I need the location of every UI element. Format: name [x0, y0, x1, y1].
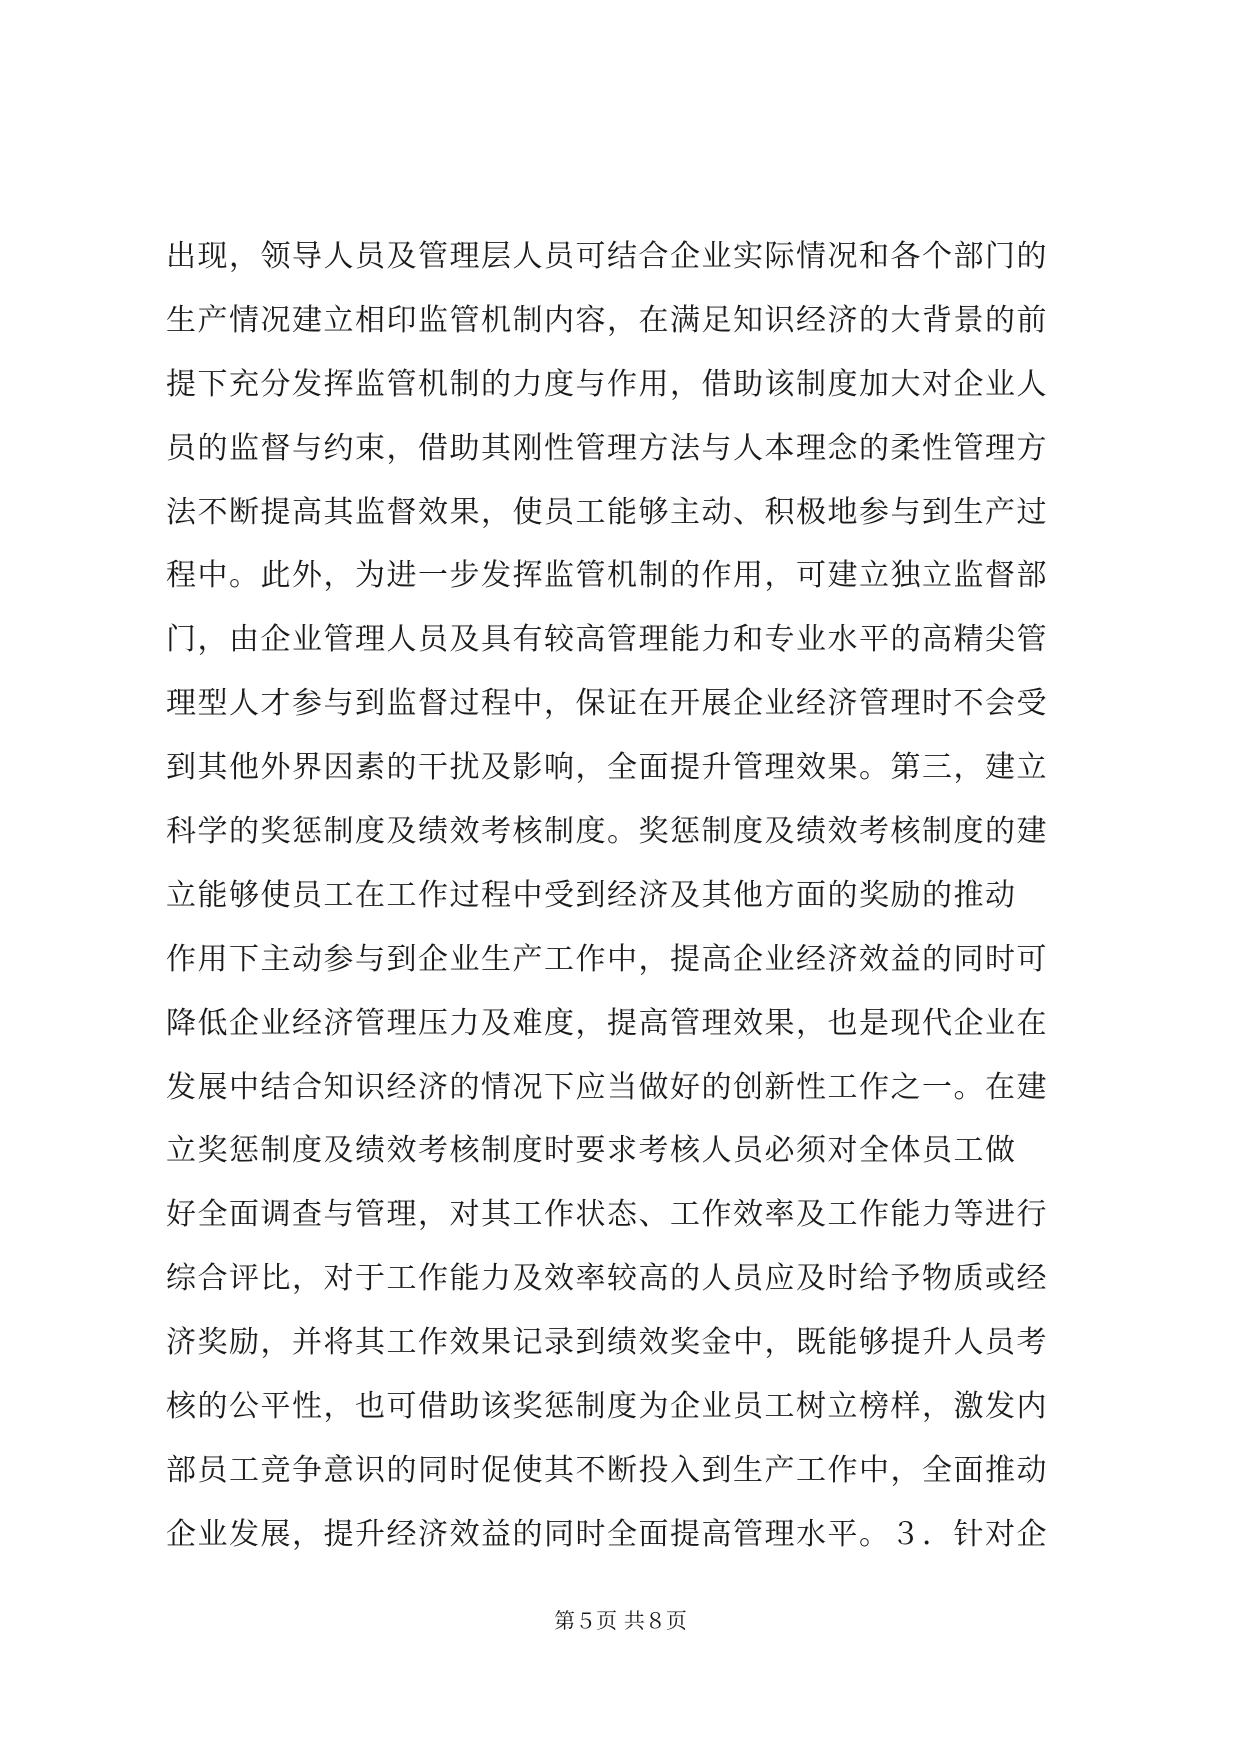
text-line: 科学的奖惩制度及绩效考核制度。奖惩制度及绩效考核制度的建	[166, 814, 1048, 850]
text-line: 立能够使员工在工作过程中受到经济及其他方面的奖励的推动	[166, 877, 1017, 913]
text-line: 部员工竞争意识的同时促使其不断投入到生产工作中，全面推动	[166, 1452, 1048, 1488]
text-line: 济奖励，并将其工作效果记录到绩效奖金中，既能够提升人员考	[166, 1325, 1048, 1361]
body-paragraph	[166, 225, 1076, 1567]
text-line: 降低企业经济管理压力及难度，提高管理效果，也是现代企业在	[166, 1005, 1048, 1041]
text-line: 作用下主动参与到企业生产工作中，提高企业经济效益的同时可	[166, 941, 1048, 977]
text-line: 理型人才参与到监督过程中，保证在开展企业经济管理时不会受	[166, 686, 1048, 722]
text-line: 法不断提高其监督效果，使员工能够主动、积极地参与到生产过	[166, 494, 1048, 530]
text-line: 核的公平性，也可借助该奖惩制度为企业员工树立榜样，激发内	[166, 1389, 1048, 1425]
text-line: 提下充分发挥监管机制的力度与作用，借助该制度加大对企业人	[166, 366, 1048, 402]
page-footer	[0, 1605, 1241, 1635]
text-line: 生产情况建立相印监管机制内容，在满足知识经济的大背景的前	[166, 302, 1048, 338]
text-line: 好全面调查与管理，对其工作状态、工作效率及工作能力等进行	[166, 1197, 1048, 1233]
text-line: 发展中结合知识经济的情况下应当做好的创新性工作之一。在建	[166, 1069, 1048, 1105]
text-line: 程中。此外，为进一步发挥监管机制的作用，可建立独立监督部	[166, 558, 1048, 594]
text-line: 综合评比，对于工作能力及效率较高的人员应及时给予物质或经	[166, 1261, 1048, 1297]
text-line: 立奖惩制度及绩效考核制度时要求考核人员必须对全体员工做	[166, 1133, 1017, 1169]
text-line: 出现，领导人员及管理层人员可结合企业实际情况和各个部门的	[166, 239, 1048, 274]
text-line: 门，由企业管理人员及具有较高管理能力和专业水平的高精尖管	[166, 622, 1048, 658]
text-line: 企业发展，提升经济效益的同时全面提高管理水平。３．针对企	[166, 1516, 1048, 1552]
text-line: 到其他外界因素的干扰及影响，全面提升管理效果。第三，建立	[166, 750, 1048, 786]
text-line: 员的监督与约束，借助其刚性管理方法与人本理念的柔性管理方	[166, 430, 1048, 466]
page-number: 第５页 共８页	[554, 1609, 687, 1633]
